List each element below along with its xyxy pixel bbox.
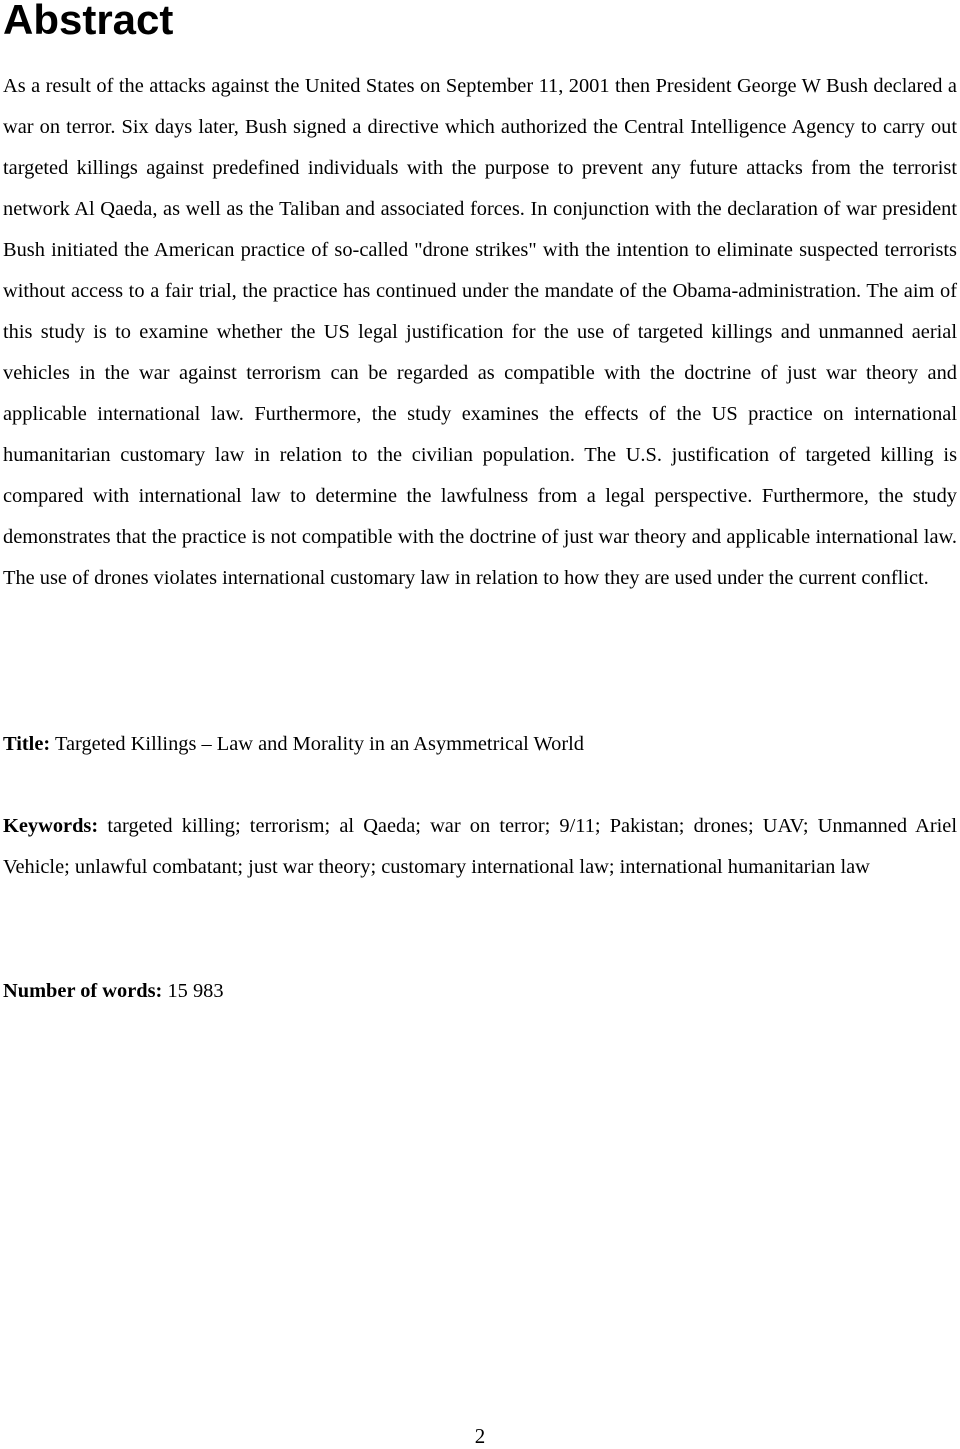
title-label: Title:	[3, 733, 51, 755]
page-number: 2	[474, 1424, 486, 1448]
keywords-value: targeted killing; terrorism; al Qaeda; war on terror; 9/11; Pakistan; drones; UAV; Unmanned Ariel Vehicle; unlawful combatant; just war theory; customary international law; international humanitarian law	[3, 815, 958, 878]
title-line	[3, 724, 957, 765]
word-count-value: 15 983	[167, 980, 224, 1002]
word-count-line	[3, 971, 957, 1012]
title-value: Targeted Killings – Law and Morality in an Asymmetrical World	[54, 733, 584, 755]
page-heading: Abstract	[3, 0, 174, 43]
keywords-line	[3, 806, 957, 888]
word-count-label: Number of words:	[3, 980, 163, 1002]
keywords-label: Keywords:	[3, 815, 99, 837]
abstract-paragraph: As a result of the attacks against the United States on September 11, 2001 then President George W Bush declared a war on terror. Six days later, Bush signed a directive which authorized the Central Intelligence Agency to carry out targeted killings against predefined individuals with the purpose to prevent any future attacks from the terrorist network Al Qaeda, as well as the Taliban and associated forces. In conjunction with the declaration of war president Bush initiated the American practice of so-called "drone strikes" with the intention to eliminate suspected terrorists without access to a fair trial, the practice has continued under the mandate of the Obama-administration. The aim of this study is to examine whether the US legal justification for the use of targeted killings and unmanned aerial vehicles in the war against terrorism can be regarded as compatible with the doctrine of just war theory and applicable international law. Furthermore, the study examines the effects of the US practice on international humanitarian customary law in relation to the civilian population. The U.S. justification of targeted killing is compared with international law to determine the lawfulness from a legal perspective. Furthermore, the study demonstrates that the practice is not compatible with the doctrine of just war theory and applicable international law. The use of drones violates international customary law in relation to how they are used under the current conflict.	[3, 75, 957, 589]
